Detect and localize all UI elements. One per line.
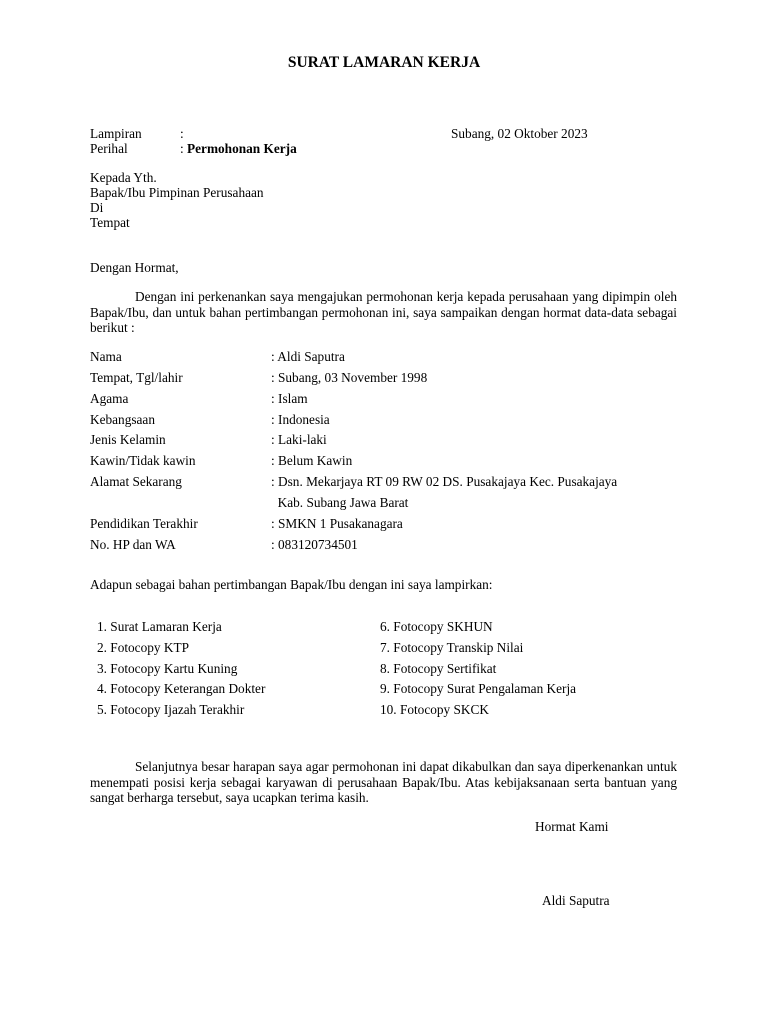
lampiran-label: Lampiran xyxy=(90,126,142,141)
letter-date: Subang, 02 Oktober 2023 xyxy=(451,126,588,141)
recipient-line: Bapak/Ibu Pimpinan Perusahaan xyxy=(90,185,264,200)
data-label: Kebangsaan xyxy=(90,412,155,427)
data-label: Nama xyxy=(90,349,122,364)
greeting: Dengan Hormat, xyxy=(90,260,179,275)
data-label: No. HP dan WA xyxy=(90,537,176,552)
attachment-item: 9. Fotocopy Surat Pengalaman Kerja xyxy=(380,681,577,696)
data-label: Agama xyxy=(90,391,129,406)
perihal-colon: : xyxy=(180,141,184,156)
attachment-item: 5. Fotocopy Ijazah Terakhir xyxy=(97,702,245,717)
intro-paragraph: Dengan ini perkenankan saya mengajukan permohonan kerja kepada perusahaan yang dipimpin oleh Bapak/Ibu, dan untuk bahan pertimbangan permohonan ini, saya sampaikan dengan hormat data-data sebagai berikut : xyxy=(90,289,677,335)
attachment-item: 10. Fotocopy SKCK xyxy=(380,702,489,717)
data-value: Kab. Subang Jawa Barat xyxy=(271,495,409,510)
recipient-line: Kepada Yth. xyxy=(90,170,157,185)
attachment-item: 1. Surat Lamaran Kerja xyxy=(97,619,222,634)
attachment-item: 3. Fotocopy Kartu Kuning xyxy=(97,661,238,676)
data-value: : Subang, 03 November 1998 xyxy=(271,370,428,385)
attachments-intro: Adapun sebagai bahan pertimbangan Bapak/Ibu dengan ini saya lampirkan: xyxy=(90,577,493,592)
data-value: : Laki-laki xyxy=(271,432,327,447)
recipient-line: Di xyxy=(90,200,104,215)
attachment-item: 8. Fotocopy Sertifikat xyxy=(380,661,497,676)
data-value: : Islam xyxy=(271,391,308,406)
perihal-line xyxy=(180,141,297,157)
attachment-item: 7. Fotocopy Transkip Nilai xyxy=(380,640,524,655)
lampiran-value: : xyxy=(180,126,184,141)
data-label: Kawin/Tidak kawin xyxy=(90,453,196,468)
attachment-item: 2. Fotocopy KTP xyxy=(97,640,189,655)
data-label: Alamat Sekarang xyxy=(90,474,182,489)
perihal-label: Perihal xyxy=(90,141,128,156)
attachment-item: 6. Fotocopy SKHUN xyxy=(380,619,493,634)
data-label: Tempat, Tgl/lahir xyxy=(90,370,183,385)
letter-title: SURAT LAMARAN KERJA xyxy=(287,54,481,71)
signature-salutation: Hormat Kami xyxy=(535,819,609,834)
data-value: : SMKN 1 Pusakanagara xyxy=(271,516,403,531)
data-value: : 083120734501 xyxy=(271,537,358,552)
signature-name: Aldi Saputra xyxy=(542,893,610,908)
recipient-line: Tempat xyxy=(90,215,130,230)
data-value: : Dsn. Mekarjaya RT 09 RW 02 DS. Pusakajaya Kec. Pusakajaya xyxy=(271,474,618,489)
attachment-item: 4. Fotocopy Keterangan Dokter xyxy=(97,681,266,696)
data-label: Jenis Kelamin xyxy=(90,432,166,447)
perihal-value: Permohonan Kerja xyxy=(187,141,297,156)
data-value: : Belum Kawin xyxy=(271,453,353,468)
data-value: : Indonesia xyxy=(271,412,330,427)
data-label: Pendidikan Terakhir xyxy=(90,516,198,531)
data-value: : Aldi Saputra xyxy=(271,349,345,364)
closing-paragraph: Selanjutnya besar harapan saya agar permohonan ini dapat dikabulkan dan saya diperkenankan untuk menempati posisi kerja sebagai karyawan di perusahaan Bapak/Ibu. Atas kebijaksanaan serta bantuan yang sangat berharga tersebut, saya ucapkan terima kasih. xyxy=(90,759,677,805)
